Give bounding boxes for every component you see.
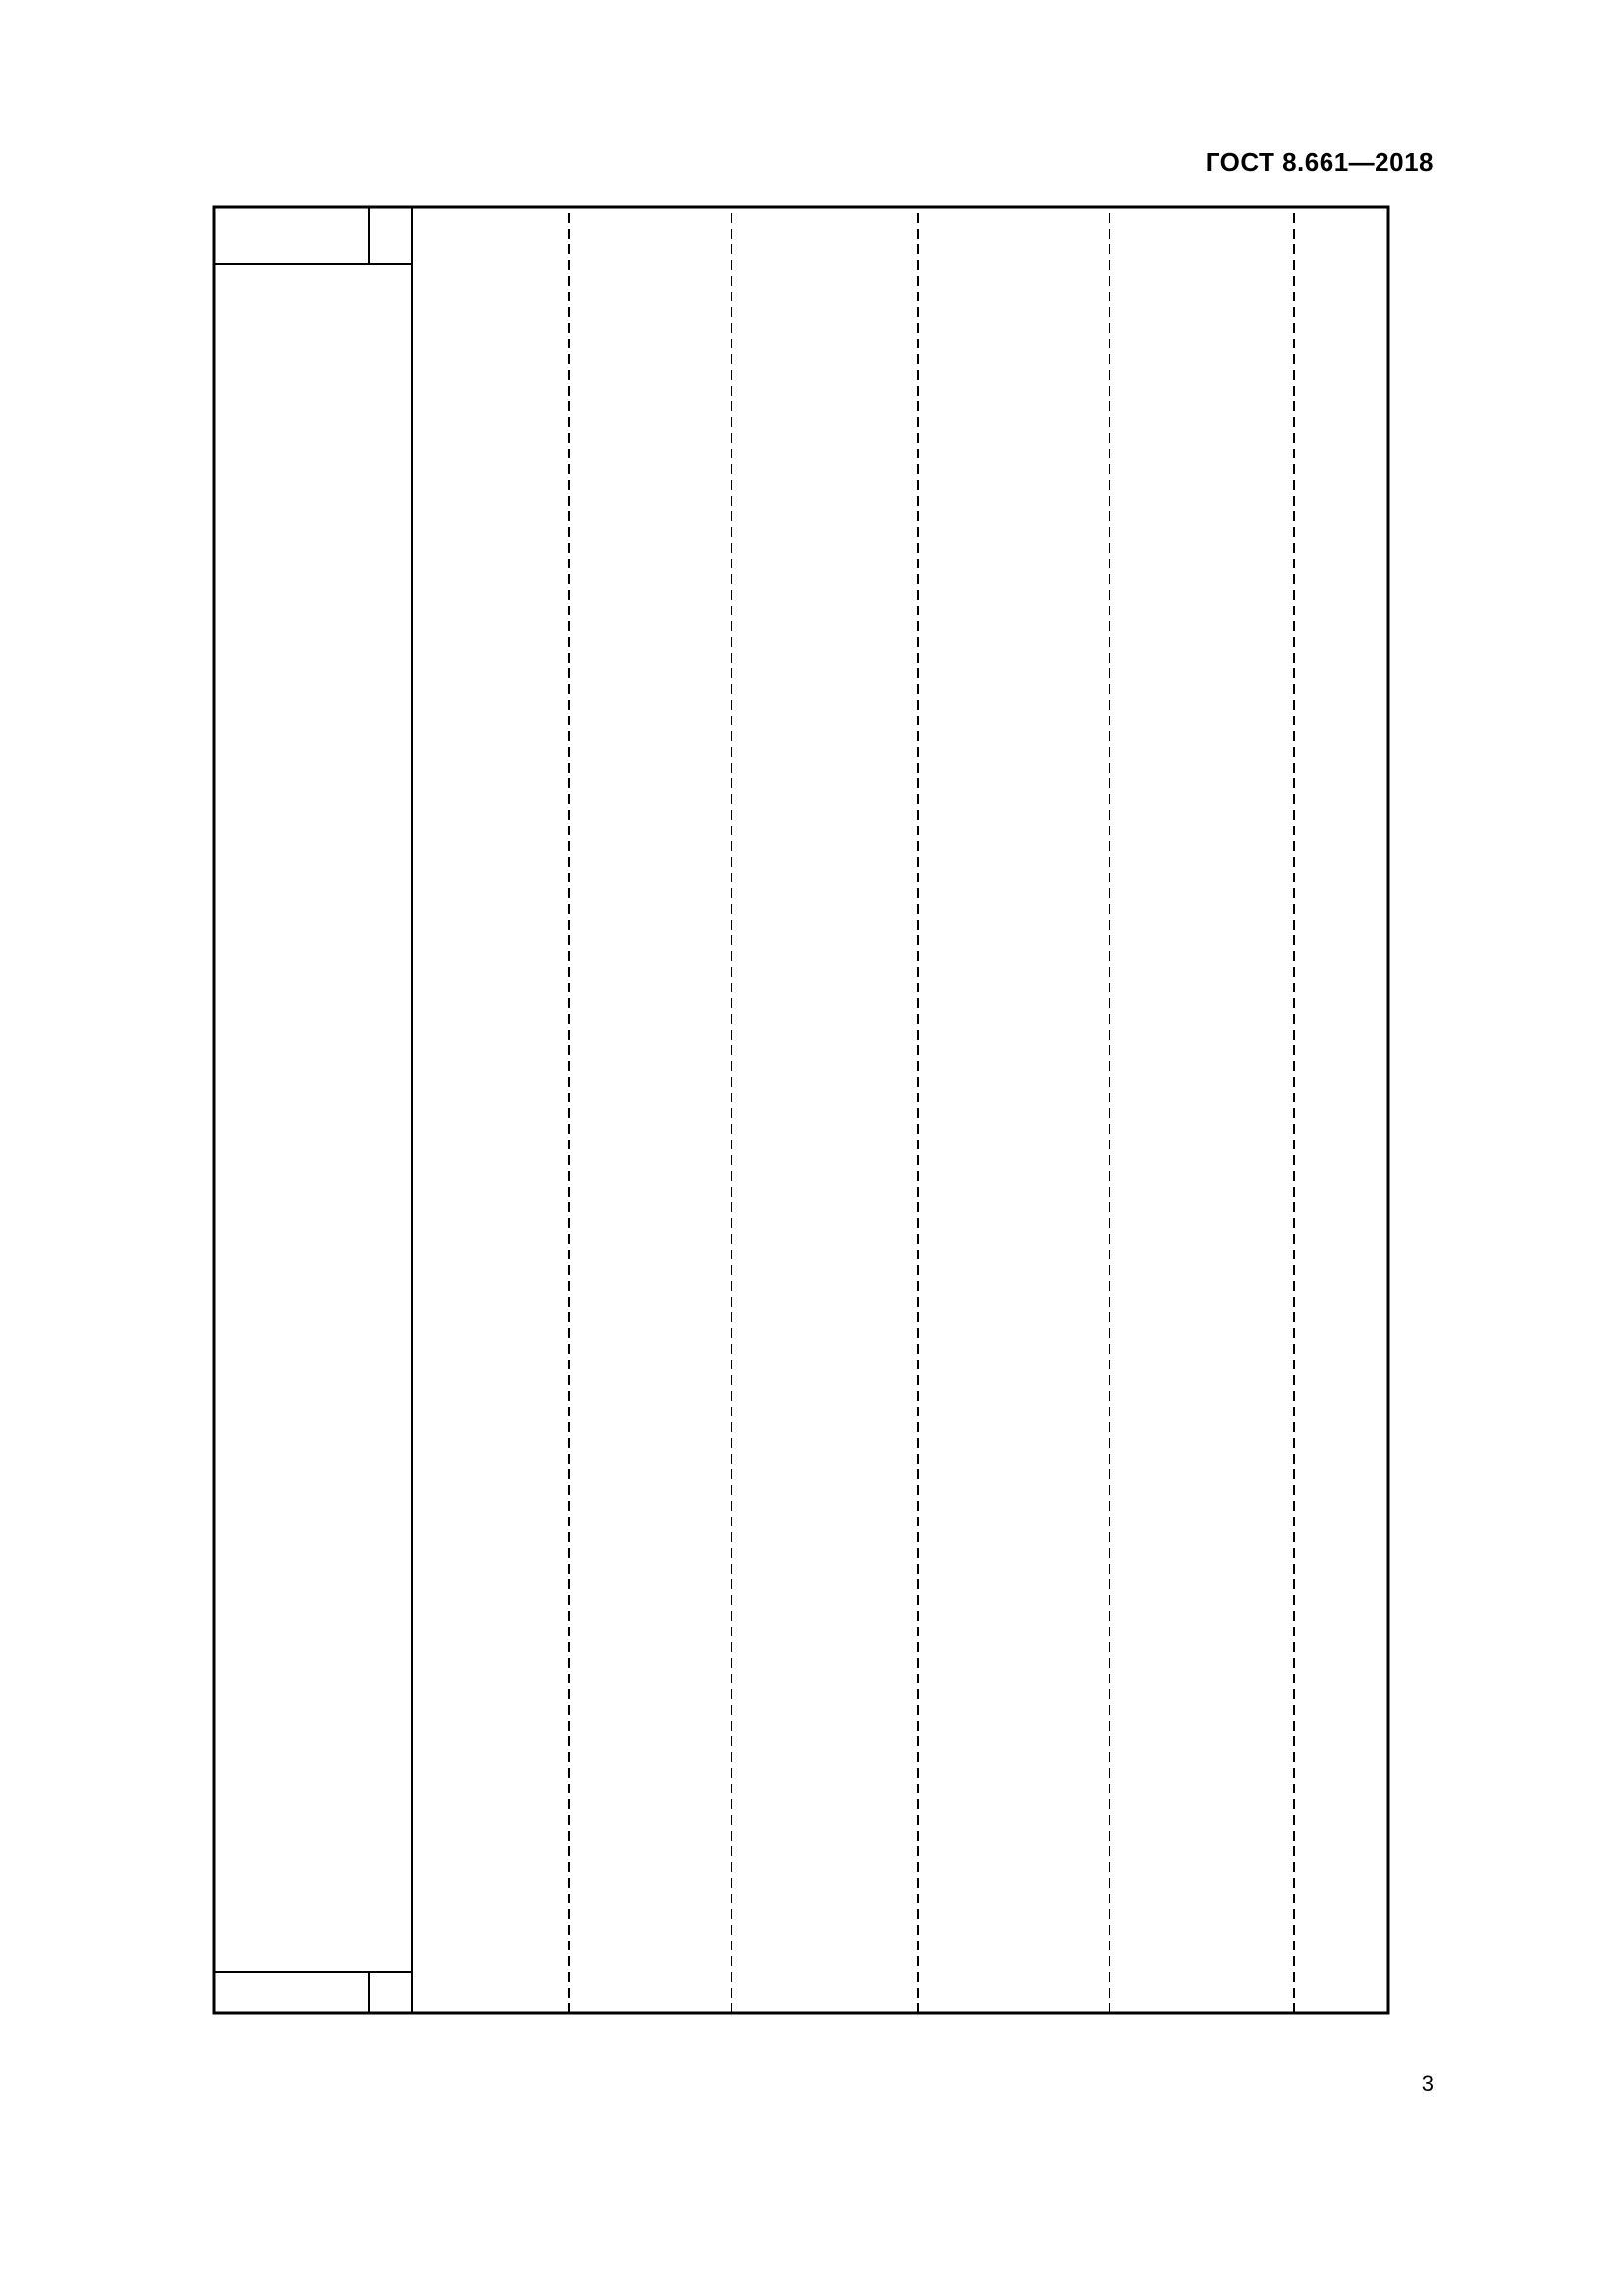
document-code: ГОСТ 8.661—2018: [1205, 147, 1434, 177]
page-number: 3: [1421, 2071, 1434, 2096]
